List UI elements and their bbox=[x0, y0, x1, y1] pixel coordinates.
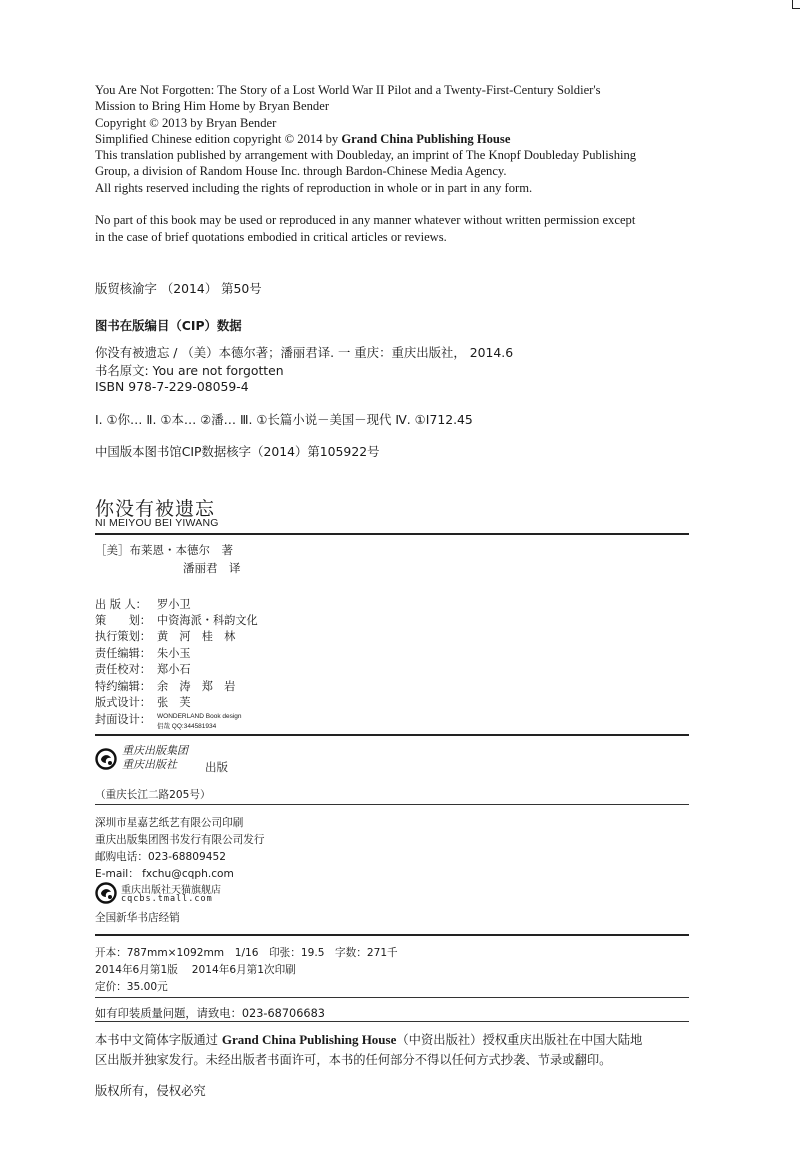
staff-value: 郑小石 bbox=[157, 663, 191, 676]
staff-row bbox=[95, 645, 191, 661]
notice-line: You Are Not Forgotten: The Story of a Lost World War II Pilot and a Twenty-First-Century Soldier's bbox=[95, 83, 601, 97]
cover-design-credit bbox=[157, 711, 242, 731]
publisher-address: （重庆长江二路205号） bbox=[95, 789, 211, 801]
contract-number: 版贸核渝字 （2014） 第50号 bbox=[95, 281, 262, 296]
english-permission-notice bbox=[95, 212, 695, 246]
staff-row bbox=[95, 678, 235, 694]
staff-row bbox=[95, 596, 191, 612]
cip-isbn: ISBN 978-7-229-08059-4 bbox=[95, 379, 249, 394]
notice-line: Copyright © 2013 by Bryan Bender bbox=[95, 115, 277, 130]
cip-classification: Ⅰ. ①你… Ⅱ. ①本… ②潘… Ⅲ. ①长篇小说－美国－现代 Ⅳ. ①I712.45 bbox=[95, 412, 473, 427]
staff-value: 中资海派・科韵文化 bbox=[157, 614, 258, 627]
staff-label: 责任编辑： bbox=[95, 647, 151, 660]
notice-line bbox=[95, 131, 695, 147]
publisher-name-en: Grand China Publishing House bbox=[341, 131, 511, 146]
staff-row bbox=[95, 711, 242, 731]
staff-label: 策 划： bbox=[95, 614, 151, 627]
quality-hotline: 如有印装质量问题，请致电：023-68706683 bbox=[95, 1007, 325, 1020]
tmall-store-name: 重庆出版社天猫旗舰店 bbox=[121, 885, 221, 896]
staff-label: 责任校对： bbox=[95, 663, 151, 676]
printer: 深圳市星嘉艺纸艺有限公司印刷 bbox=[95, 817, 244, 829]
publisher-logo-icon bbox=[95, 882, 117, 904]
staff-label: 出 版 人： bbox=[95, 598, 147, 611]
staff-row bbox=[95, 694, 191, 710]
staff-value: 张 芙 bbox=[157, 696, 191, 709]
rights-reserved: 版权所有，侵权必究 bbox=[95, 1084, 206, 1098]
notice-line: No part of this book may be used or reproduced in any manner whatever without written permission except bbox=[95, 213, 636, 227]
license-statement bbox=[95, 1030, 705, 1048]
divider bbox=[95, 804, 689, 805]
book-title: 你没有被遗忘 bbox=[95, 498, 216, 520]
license-text: 本书中文简体字版通过 bbox=[95, 1033, 222, 1047]
divider bbox=[95, 1021, 689, 1022]
book-title-pinyin: NI MEIYOU BEI YIWANG bbox=[95, 517, 219, 529]
staff-value: WONDERLAND Book design bbox=[157, 713, 242, 720]
cip-heading: 图书在版编目（CIP）数据 bbox=[95, 318, 242, 333]
staff-value: 黄 河 桂 林 bbox=[157, 630, 236, 643]
edition-info: 2014年6月第1版 2014年6月第1次印刷 bbox=[95, 964, 296, 976]
staff-row bbox=[95, 612, 258, 628]
staff-row bbox=[95, 661, 191, 677]
license-publisher-en: Grand China Publishing House bbox=[221, 1032, 397, 1047]
staff-value: 朱小玉 bbox=[157, 647, 191, 660]
staff-value: 余 涛 郑 岩 bbox=[157, 680, 236, 693]
notice-line: in the case of brief quotations embodied in critical articles or reviews. bbox=[95, 230, 447, 244]
notice-line: Mission to Bring Him Home by Bryan Bender bbox=[95, 99, 330, 114]
divider bbox=[95, 533, 689, 535]
publisher-suffix: 出版 bbox=[205, 760, 228, 774]
divider bbox=[95, 734, 689, 736]
crop-mark-vertical bbox=[792, 0, 793, 8]
english-copyright-notice bbox=[95, 82, 695, 196]
format-specs: 开本：787mm×1092mm 1/16 印张：19.5 字数：271千 bbox=[95, 947, 398, 959]
notice-line: This translation published by arrangement with Doubleday, an imprint of The Knopf Doubleday Publishing bbox=[95, 148, 637, 163]
notice-line: All rights reserved including the rights of reproduction in whole or in part in any form. bbox=[95, 180, 533, 195]
cip-original-title: 书名原文: You are not forgotten bbox=[95, 363, 284, 378]
author-line: ［美］布莱恩・本德尔 著 bbox=[95, 543, 233, 557]
crop-mark-horizontal bbox=[792, 8, 800, 9]
email: E-mail： fxchu@cqph.com bbox=[95, 868, 234, 880]
notice-line: Group, a division of Random House Inc. through Bardon-Chinese Media Agency. bbox=[95, 164, 507, 179]
mail-order-phone: 邮购电话：023-68809452 bbox=[95, 851, 226, 863]
staff-value-contact: 侣哉 QQ:344581934 bbox=[157, 723, 217, 730]
translator-line: 潘丽君 译 bbox=[183, 561, 241, 575]
publisher-name bbox=[122, 744, 188, 772]
divider bbox=[95, 997, 689, 998]
publisher-name-line: 重庆出版集团 bbox=[122, 744, 188, 757]
cip-verification: 中国版本图书馆CIP数据核字（2014）第105922号 bbox=[95, 444, 380, 459]
staff-label: 封面设计： bbox=[95, 713, 151, 726]
tmall-store-url: cqcbs.tmall.com bbox=[121, 894, 213, 904]
notice-prefix: Simplified Chinese edition copyright © 2014 by bbox=[95, 131, 342, 146]
distributor: 重庆出版集团图书发行有限公司发行 bbox=[95, 834, 265, 846]
price: 定价：35.00元 bbox=[95, 981, 168, 993]
license-statement-line2: 区出版并独家发行。未经出版者书面许可，本书的任何部分不得以任何方式抄袭、节录或翻印。 bbox=[95, 1053, 612, 1067]
publisher-name-line: 重庆出版社 bbox=[122, 758, 177, 771]
license-text: （中资出版社）授权重庆出版社在中国大陆地 bbox=[396, 1033, 643, 1047]
staff-label: 特约编辑： bbox=[95, 680, 151, 693]
staff-row bbox=[95, 628, 235, 644]
staff-label: 执行策划： bbox=[95, 630, 151, 643]
cip-entry: 你没有被遗忘 / （美）本德尔著；潘丽君译. 一 重庆：重庆出版社， 2014.6 bbox=[95, 345, 514, 360]
staff-value: 罗小卫 bbox=[157, 598, 191, 611]
staff-label: 版式设计： bbox=[95, 696, 151, 709]
publisher-logo-icon bbox=[95, 748, 117, 770]
retailer: 全国新华书店经销 bbox=[95, 912, 180, 924]
divider bbox=[95, 934, 689, 936]
